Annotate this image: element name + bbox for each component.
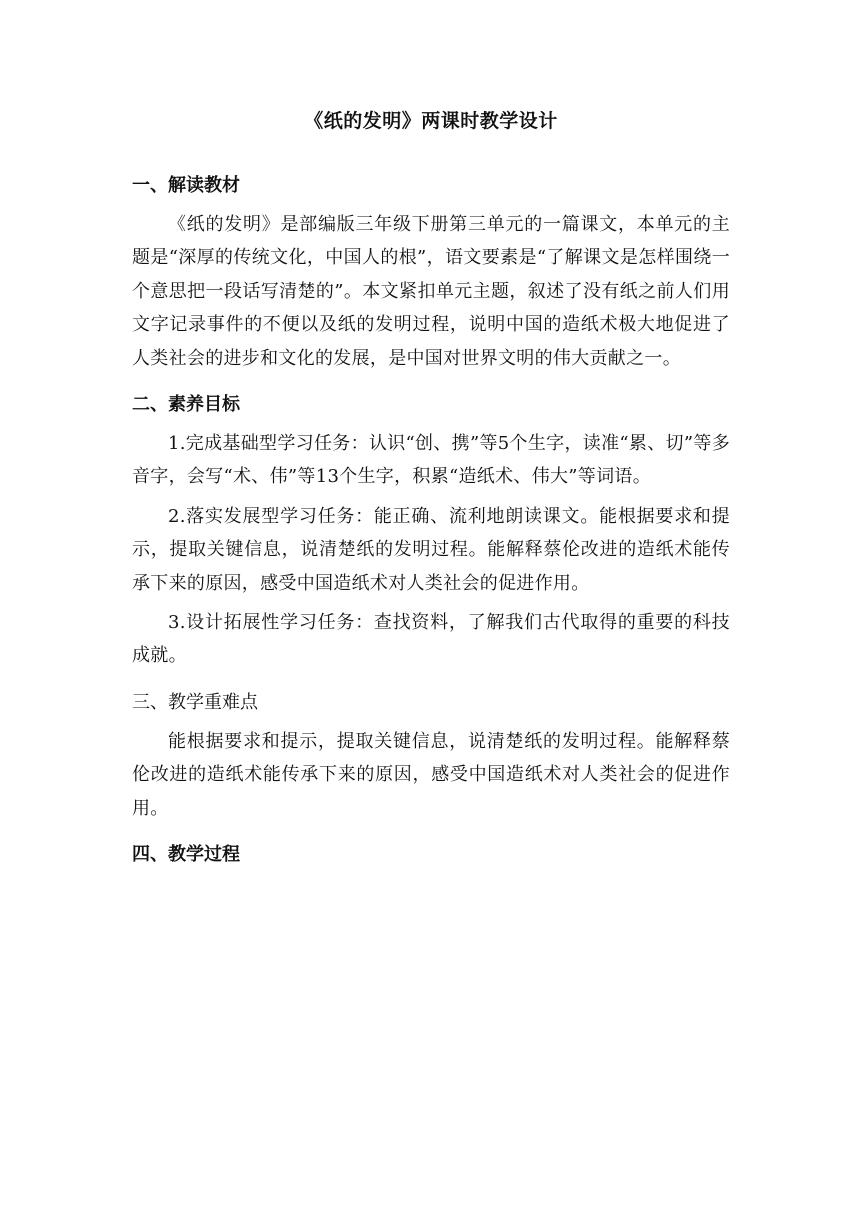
paragraph: 3.设计拓展性学习任务：查找资料，了解我们古代取得的重要的科技成就。 — [132, 612, 730, 667]
section-key-difficulties — [132, 679, 730, 825]
paragraph: 《纸的发明》是部编版三年级下册第三单元的一篇课文，本单元的主题是“深厚的传统文化，中国人的根”，语文要素是“了解课文是怎样围绕一个意思把一段话写清楚的”。本文紧扣单元主题，叙述了没有纸之前人们用文字记录事件的不便以及纸的发明过程，说明中国的造纸术极大地促进了人类社会的进步和文化的发展，是中国对世界文明的伟大贡献之一。 — [132, 214, 730, 369]
paragraph: 1.完成基础型学习任务：认识“创、携”等5个生字，读准“累、切”等多音字，会写“术、伟”等13个生字，积累“造纸术、伟大”等词语。 — [132, 433, 730, 488]
section-heading: 一、解读教材 — [132, 175, 240, 196]
section-teaching-process — [132, 831, 730, 877]
document-page — [132, 108, 730, 877]
document-title: 《纸的发明》两课时教学设计 — [304, 110, 558, 132]
section-interpret-textbook — [132, 162, 730, 375]
section-heading: 二、素养目标 — [132, 394, 240, 416]
section-literacy-goals — [132, 381, 730, 673]
section-heading: 三、教学重难点 — [132, 691, 258, 713]
paragraph: 2.落实发展型学习任务：能正确、流利地朗读课文。能根据要求和提示，提取关键信息，说清楚纸的发明过程。能解释蔡伦改进的造纸术能传承下来的原因，感受中国造纸术对人类社会的促进作用。 — [132, 505, 730, 594]
paragraph: 能根据要求和提示，提取关键信息，说清楚纸的发明过程。能解释蔡伦改进的造纸术能传承下来的原因，感受中国造纸术对人类社会的促进作用。 — [132, 730, 730, 819]
section-heading: 四、教学过程 — [132, 844, 240, 866]
